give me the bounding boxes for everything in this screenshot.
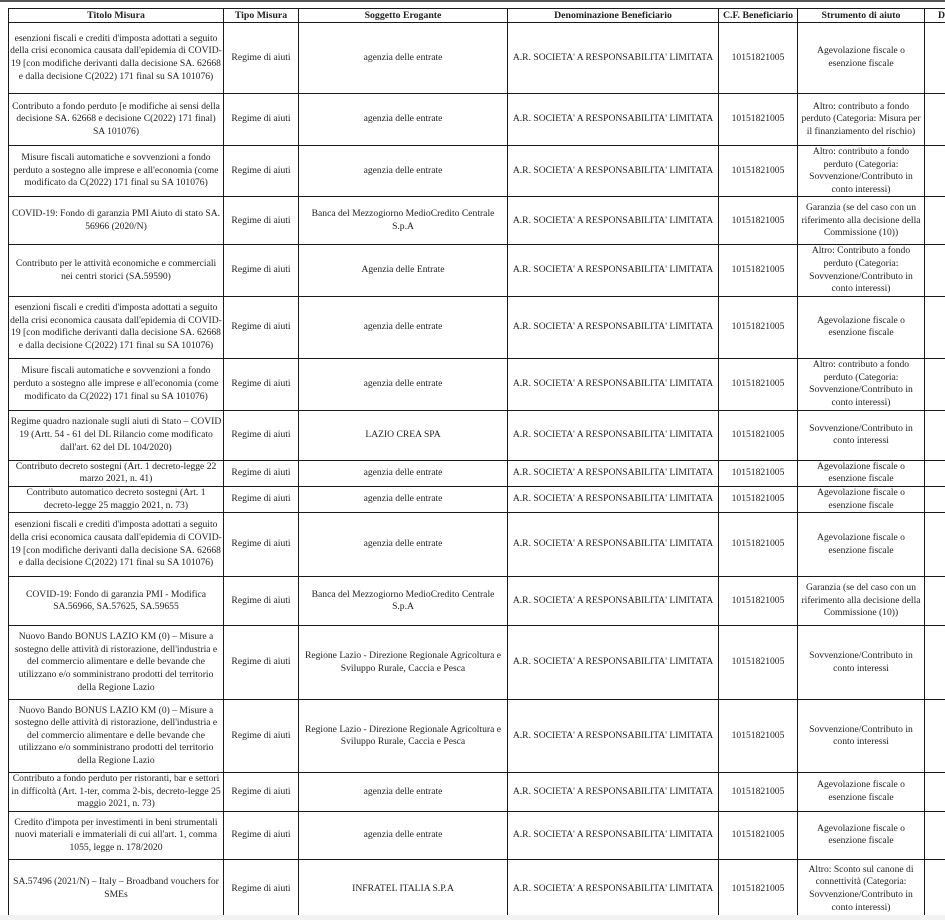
cell-cf-beneficiario: 10151821005 <box>719 245 798 296</box>
cell-cf-beneficiario: 10151821005 <box>719 773 798 812</box>
cell-denominazione-beneficiario: A.R. SOCIETA' A RESPONSABILITA' LIMITATA <box>508 626 719 700</box>
cell-soggetto-erogante: Banca del Mezzogiorno MedioCredito Centrale S.p.A <box>299 577 508 626</box>
table-row <box>9 94 945 146</box>
cell-titolo-misura: esenzioni fiscali e crediti d'imposta adottati a seguito della crisi economica causata dall'epidemia di COVID-19 [con modifiche derivanti dalla decisione SA. 62668 e dalla decisione C(2022) 171 final su SA 101076) <box>9 513 224 577</box>
cell-strumento-di-aiuto: Sovvenzione/Contributo in conto interessi <box>798 626 925 700</box>
table-row <box>9 197 945 245</box>
cell-titolo-misura: SA.57496 (2021/N) – Italy – Broadband vouchers for SMEs <box>9 859 224 918</box>
cell-tipo-misura: Regime di aiuti <box>224 245 299 296</box>
table-row <box>9 811 945 859</box>
cell-soggetto-erogante: agenzia delle entrate <box>299 513 508 577</box>
cell-strumento-di-aiuto: Sovvenzione/Contributo in conto interessi <box>798 410 925 460</box>
cell-tipo-misura: Regime di aiuti <box>224 513 299 577</box>
cell-truncated-column <box>925 577 945 626</box>
cell-cf-beneficiario: 10151821005 <box>719 460 798 486</box>
cell-soggetto-erogante: agenzia delle entrate <box>299 811 508 859</box>
cell-titolo-misura: Regime quadro nazionale sugli aiuti di Stato – COVID 19 (Artt. 54 - 61 del DL Rilancio come modificato dall'art. 62 del DL 104/2020) <box>9 410 224 460</box>
table-row <box>9 773 945 812</box>
cell-titolo-misura: Misure fiscali automatiche e sovvenzioni a fondo perduto a sostegno alle imprese e all'economia (come modificato da C(2022) 171 final su SA 101076) <box>9 358 224 410</box>
cell-soggetto-erogante: agenzia delle entrate <box>299 23 508 94</box>
cell-soggetto-erogante: agenzia delle entrate <box>299 146 508 197</box>
cell-titolo-misura: Contributo a fondo perduto [e modifiche ai sensi della decisione SA. 62668 e decisione C(2022) 171 final) SA 101076) <box>9 94 224 146</box>
cell-truncated-column <box>925 513 945 577</box>
cell-truncated-column <box>925 197 945 245</box>
cell-truncated-column <box>925 626 945 700</box>
cell-soggetto-erogante: agenzia delle entrate <box>299 296 508 358</box>
cell-denominazione-beneficiario: A.R. SOCIETA' A RESPONSABILITA' LIMITATA <box>508 486 719 512</box>
cell-titolo-misura: Credito d'impota per investimenti in beni strumentali nuovi materiali e immateriali di cui all'art. 1, comma 1055, legge n. 178/2020 <box>9 811 224 859</box>
cell-strumento-di-aiuto: Altro: contributo a fondo perduto (Categoria: Sovvenzione/Contributo in conto interessi) <box>798 358 925 410</box>
cell-strumento-di-aiuto: Agevolazione fiscale o esenzione fiscale <box>798 811 925 859</box>
cell-truncated-column <box>925 410 945 460</box>
cell-cf-beneficiario: 10151821005 <box>719 358 798 410</box>
cell-titolo-misura: Contributo per le attività economiche e commerciali nei centri storici (SA.59590) <box>9 245 224 296</box>
cell-denominazione-beneficiario: A.R. SOCIETA' A RESPONSABILITA' LIMITATA <box>508 513 719 577</box>
cell-strumento-di-aiuto: Agevolazione fiscale o esenzione fiscale <box>798 486 925 512</box>
cell-truncated-column <box>925 245 945 296</box>
cell-truncated-column <box>925 811 945 859</box>
table-row <box>9 859 945 918</box>
cell-cf-beneficiario: 10151821005 <box>719 577 798 626</box>
cell-cf-beneficiario: 10151821005 <box>719 811 798 859</box>
cell-cf-beneficiario: 10151821005 <box>719 513 798 577</box>
cell-denominazione-beneficiario: A.R. SOCIETA' A RESPONSABILITA' LIMITATA <box>508 577 719 626</box>
top-border <box>0 0 945 2</box>
cell-strumento-di-aiuto: Agevolazione fiscale o esenzione fiscale <box>798 296 925 358</box>
header-soggetto-erogante: Soggetto Erogante <box>299 9 508 23</box>
cell-titolo-misura: esenzioni fiscali e crediti d'imposta adottati a seguito della crisi economica causata dall'epidemia di COVID-19 [con modifiche derivanti dalla decisione SA. 62668 e dalla decisione C(2022) 171 final su SA 101076) <box>9 296 224 358</box>
cell-denominazione-beneficiario: A.R. SOCIETA' A RESPONSABILITA' LIMITATA <box>508 94 719 146</box>
cell-tipo-misura: Regime di aiuti <box>224 626 299 700</box>
cell-denominazione-beneficiario: A.R. SOCIETA' A RESPONSABILITA' LIMITATA <box>508 410 719 460</box>
cell-truncated-column <box>925 700 945 773</box>
cell-titolo-misura: Contributo a fondo perduto per ristoranti, bar e settori in difficoltà (Art. 1-ter, comma 2-bis, decreto-legge 25 maggio 2021, n. 73) <box>9 773 224 812</box>
cell-strumento-di-aiuto: Agevolazione fiscale o esenzione fiscale <box>798 23 925 94</box>
cell-titolo-misura: Contributo decreto sostegni (Art. 1 decreto-legge 22 marzo 2021, n. 41) <box>9 460 224 486</box>
table-row <box>9 626 945 700</box>
cell-tipo-misura: Regime di aiuti <box>224 410 299 460</box>
cell-denominazione-beneficiario: A.R. SOCIETA' A RESPONSABILITA' LIMITATA <box>508 245 719 296</box>
cell-strumento-di-aiuto: Altro: contributo a fondo perduto (Categoria: Sovvenzione/Contributo in conto interessi) <box>798 146 925 197</box>
cell-titolo-misura: esenzioni fiscali e crediti d'imposta adottati a seguito della crisi economica causata dall'epidemia di COVID-19 [con modifiche derivanti dalla decisione SA. 62668 e dalla decisione C(2022) 171 final su SA 101076) <box>9 23 224 94</box>
cell-tipo-misura: Regime di aiuti <box>224 773 299 812</box>
cell-tipo-misura: Regime di aiuti <box>224 811 299 859</box>
cell-denominazione-beneficiario: A.R. SOCIETA' A RESPONSABILITA' LIMITATA <box>508 23 719 94</box>
cell-truncated-column <box>925 773 945 812</box>
aid-measures-table <box>8 8 945 919</box>
cell-cf-beneficiario: 10151821005 <box>719 700 798 773</box>
header-truncated-column: D <box>925 9 945 23</box>
header-strumento-di-aiuto: Strumento di aiuto <box>798 9 925 23</box>
table-row <box>9 23 945 94</box>
cell-truncated-column <box>925 460 945 486</box>
header-titolo-misura: Titolo Misura <box>9 9 224 23</box>
table-row <box>9 486 945 512</box>
cell-strumento-di-aiuto: Agevolazione fiscale o esenzione fiscale <box>798 513 925 577</box>
cell-strumento-di-aiuto: Sovvenzione/Contributo in conto interessi <box>798 700 925 773</box>
cell-tipo-misura: Regime di aiuti <box>224 358 299 410</box>
cell-titolo-misura: COVID-19: Fondo di garanzia PMI Aiuto di stato SA. 56966 (2020/N) <box>9 197 224 245</box>
cell-denominazione-beneficiario: A.R. SOCIETA' A RESPONSABILITA' LIMITATA <box>508 358 719 410</box>
cell-strumento-di-aiuto: Garanzia (se del caso con un riferimento alla decisione della Commissione (10)) <box>798 197 925 245</box>
cell-tipo-misura: Regime di aiuti <box>224 197 299 245</box>
cell-cf-beneficiario: 10151821005 <box>719 197 798 245</box>
cell-tipo-misura: Regime di aiuti <box>224 577 299 626</box>
cell-tipo-misura: Regime di aiuti <box>224 146 299 197</box>
cell-tipo-misura: Regime di aiuti <box>224 94 299 146</box>
cell-soggetto-erogante: agenzia delle entrate <box>299 773 508 812</box>
cell-truncated-column <box>925 23 945 94</box>
cell-cf-beneficiario: 10151821005 <box>719 296 798 358</box>
table-row <box>9 358 945 410</box>
cell-soggetto-erogante: agenzia delle entrate <box>299 486 508 512</box>
cell-cf-beneficiario: 10151821005 <box>719 626 798 700</box>
header-tipo-misura: Tipo Misura <box>224 9 299 23</box>
cell-truncated-column <box>925 486 945 512</box>
cell-denominazione-beneficiario: A.R. SOCIETA' A RESPONSABILITA' LIMITATA <box>508 700 719 773</box>
cell-strumento-di-aiuto: Agevolazione fiscale o esenzione fiscale <box>798 773 925 812</box>
header-cf-beneficiario: C.F. Beneficiario <box>719 9 798 23</box>
cell-titolo-misura: Nuovo Bando BONUS LAZIO KM (0) – Misure a sostegno delle attività di ristorazione, dell'industria e del commercio alimentare e delle bevande che utilizzano e/o somministrano prodotti del territorio della Regione Lazio <box>9 626 224 700</box>
table-row <box>9 700 945 773</box>
cell-tipo-misura: Regime di aiuti <box>224 460 299 486</box>
cell-titolo-misura: Nuovo Bando BONUS LAZIO KM (0) – Misure a sostegno delle attività di ristorazione, dell'industria e del commercio alimentare e delle bevande che utilizzano e/o somministrano prodotti del territorio della Regione Lazio <box>9 700 224 773</box>
cell-strumento-di-aiuto: Garanzia (se del caso con un riferimento alla decisione della Commissione (10)) <box>798 577 925 626</box>
cell-denominazione-beneficiario: A.R. SOCIETA' A RESPONSABILITA' LIMITATA <box>508 460 719 486</box>
cell-truncated-column <box>925 94 945 146</box>
cell-tipo-misura: Regime di aiuti <box>224 859 299 918</box>
cell-cf-beneficiario: 10151821005 <box>719 146 798 197</box>
cell-soggetto-erogante: agenzia delle entrate <box>299 94 508 146</box>
cell-cf-beneficiario: 10151821005 <box>719 23 798 94</box>
table-row <box>9 245 945 296</box>
cell-truncated-column <box>925 146 945 197</box>
cell-denominazione-beneficiario: A.R. SOCIETA' A RESPONSABILITA' LIMITATA <box>508 811 719 859</box>
cell-tipo-misura: Regime di aiuti <box>224 486 299 512</box>
bottom-edge <box>0 915 945 920</box>
cell-denominazione-beneficiario: A.R. SOCIETA' A RESPONSABILITA' LIMITATA <box>508 773 719 812</box>
cell-denominazione-beneficiario: A.R. SOCIETA' A RESPONSABILITA' LIMITATA <box>508 296 719 358</box>
cell-strumento-di-aiuto: Altro: Sconto sul canone di connettività (Categoria: Sovvenzione/Contributo in conto interessi) <box>798 859 925 918</box>
cell-truncated-column <box>925 358 945 410</box>
table-row <box>9 146 945 197</box>
cell-truncated-column <box>925 296 945 358</box>
cell-titolo-misura: COVID-19: Fondo di garanzia PMI - Modifica SA.56966, SA.57625, SA.59655 <box>9 577 224 626</box>
cell-soggetto-erogante: Regione Lazio - Direzione Regionale Agricoltura e Sviluppo Rurale, Caccia e Pesca <box>299 626 508 700</box>
cell-soggetto-erogante: INFRATEL ITALIA S.P.A <box>299 859 508 918</box>
cell-strumento-di-aiuto: Altro: Contributo a fondo perduto (Categoria: Sovvenzione/Contributo in conto interessi) <box>798 245 925 296</box>
cell-soggetto-erogante: agenzia delle entrate <box>299 460 508 486</box>
cell-titolo-misura: Contributo automatico decreto sostegni (Art. 1 decreto-legge 25 maggio 2021, n. 73) <box>9 486 224 512</box>
table-row <box>9 296 945 358</box>
cell-denominazione-beneficiario: A.R. SOCIETA' A RESPONSABILITA' LIMITATA <box>508 859 719 918</box>
cell-titolo-misura: Misure fiscali automatiche e sovvenzioni a fondo perduto a sostegno alle imprese e all'economia (come modificato da C(2022) 171 final su SA 101076) <box>9 146 224 197</box>
table-row <box>9 577 945 626</box>
cell-cf-beneficiario: 10151821005 <box>719 410 798 460</box>
cell-soggetto-erogante: Banca del Mezzogiorno MedioCredito Centrale S.p.A <box>299 197 508 245</box>
cell-soggetto-erogante: Regione Lazio - Direzione Regionale Agricoltura e Sviluppo Rurale, Caccia e Pesca <box>299 700 508 773</box>
header-denominazione-beneficiario: Denominazione Beneficiario <box>508 9 719 23</box>
cell-cf-beneficiario: 10151821005 <box>719 486 798 512</box>
cell-denominazione-beneficiario: A.R. SOCIETA' A RESPONSABILITA' LIMITATA <box>508 146 719 197</box>
cell-strumento-di-aiuto: Agevolazione fiscale o esenzione fiscale <box>798 460 925 486</box>
cell-tipo-misura: Regime di aiuti <box>224 700 299 773</box>
cell-cf-beneficiario: 10151821005 <box>719 859 798 918</box>
table-row <box>9 410 945 460</box>
cell-tipo-misura: Regime di aiuti <box>224 23 299 94</box>
cell-soggetto-erogante: agenzia delle entrate <box>299 358 508 410</box>
table-row <box>9 513 945 577</box>
cell-cf-beneficiario: 10151821005 <box>719 94 798 146</box>
cell-soggetto-erogante: LAZIO CREA SPA <box>299 410 508 460</box>
table-row <box>9 460 945 486</box>
cell-tipo-misura: Regime di aiuti <box>224 296 299 358</box>
cell-soggetto-erogante: Agenzia delle Entrate <box>299 245 508 296</box>
header-row <box>9 9 945 23</box>
cell-truncated-column <box>925 859 945 918</box>
cell-strumento-di-aiuto: Altro: contributo a fondo perduto (Categoria: Misura per il finanziamento del rischio) <box>798 94 925 146</box>
table-body <box>9 23 945 919</box>
cell-denominazione-beneficiario: A.R. SOCIETA' A RESPONSABILITA' LIMITATA <box>508 197 719 245</box>
